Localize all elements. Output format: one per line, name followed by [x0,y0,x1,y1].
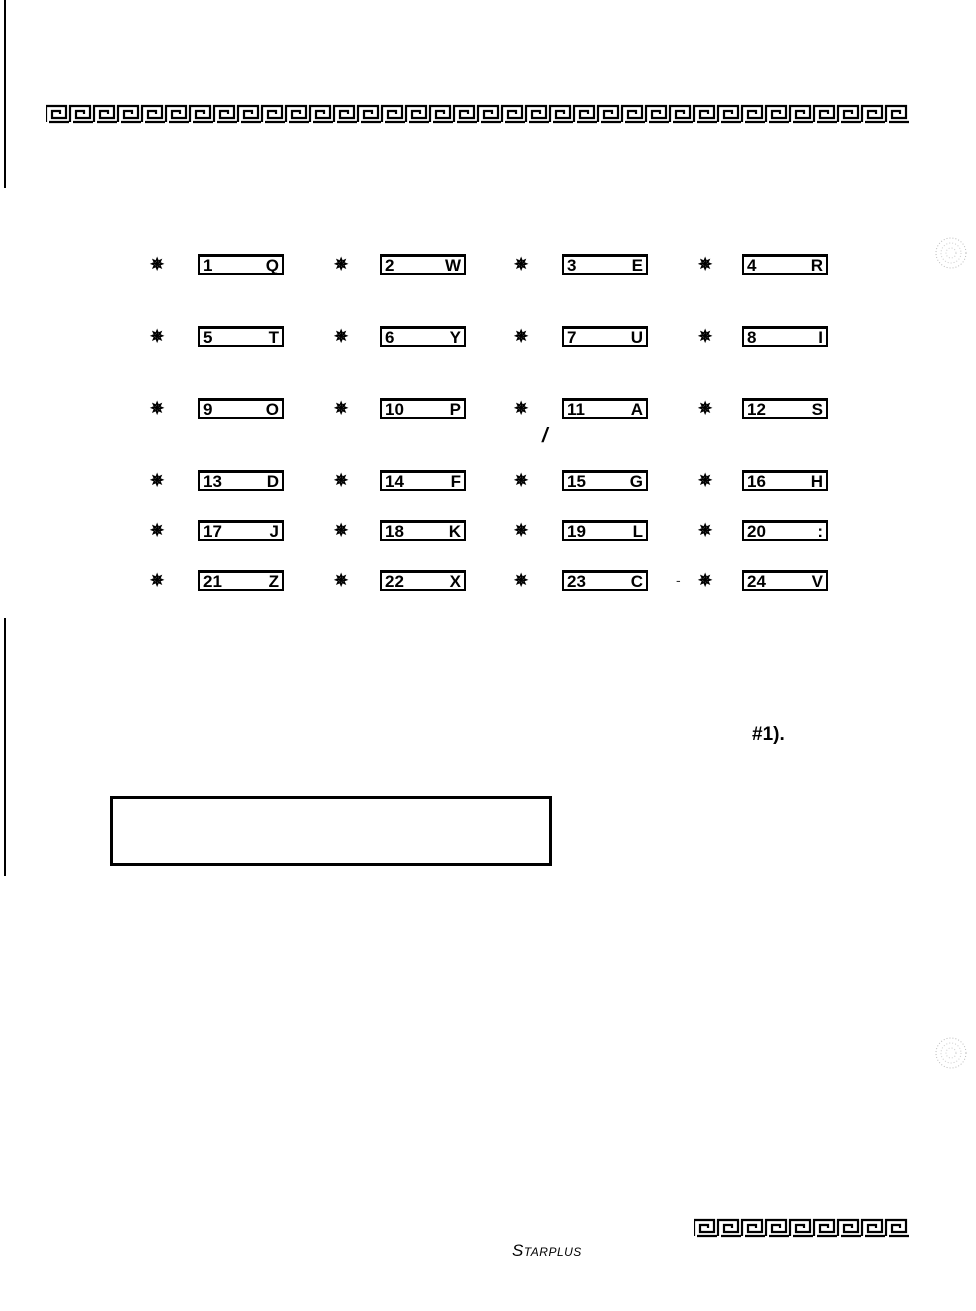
key-3-star-icon: ✵ [514,255,529,274]
key-19 [562,520,648,541]
key-24 [742,570,828,591]
key-number: 1 [203,256,213,275]
key-letter: W [444,256,461,275]
key-8-star-icon: ✵ [698,327,713,346]
key-letter: E [631,256,643,275]
key-17 [198,520,284,541]
key-letter: L [632,522,643,541]
key-number: 9 [203,400,213,419]
key-letter: R [810,256,823,275]
key-10 [380,398,466,419]
key-24-star-icon: ✵ [698,571,713,590]
key-23 [562,570,648,591]
key-22-star-icon: ✵ [334,571,349,590]
key-2-star-icon: ✵ [334,255,349,274]
reference-text: #1). [752,724,785,745]
key-8 [742,326,828,347]
key-20 [742,520,828,541]
key-3 [562,254,648,275]
key-number: 14 [385,472,404,491]
key-13-star-icon: ✵ [150,471,165,490]
key-5-star-icon: ✵ [150,327,165,346]
key-letter: C [630,572,643,591]
key-grid [0,0,976,620]
display-box [110,796,552,866]
key-5 [198,326,284,347]
key-15 [562,470,648,491]
key-letter: K [448,522,461,541]
key-1-star-icon: ✵ [150,255,165,274]
key-4-star-icon: ✵ [698,255,713,274]
key-number: 5 [203,328,213,347]
key-number: 15 [567,472,586,491]
key-4 [742,254,828,275]
key-number: 22 [385,572,404,591]
key-letter: X [449,572,461,591]
key-letter: V [811,572,823,591]
key-9-star-icon: ✵ [150,399,165,418]
key-6 [380,326,466,347]
key-number: 8 [747,328,757,347]
key-23-star-icon: ✵ [514,571,529,590]
key-letter: P [449,400,461,419]
key-9 [198,398,284,419]
key-15-star-icon: ✵ [514,471,529,490]
key-6-star-icon: ✵ [334,327,349,346]
key-13 [198,470,284,491]
key-letter: : [817,522,823,541]
key-letter: D [266,472,279,491]
key-letter: Q [265,256,279,275]
key-number: 21 [203,572,222,591]
key-number: 7 [567,328,577,347]
key-10-star-icon: ✵ [334,399,349,418]
stray-slash-mark: / [542,425,548,447]
key-16 [742,470,828,491]
key-number: 20 [747,522,766,541]
key-number: 24 [747,572,766,591]
key-1 [198,254,284,275]
key-22 [380,570,466,591]
footer-brand-rest: TARPLUS [523,1245,582,1259]
key-number: 18 [385,522,404,541]
key-21-star-icon: ✵ [150,571,165,590]
key-14-star-icon: ✵ [334,471,349,490]
key-number: 3 [567,256,577,275]
key-letter: O [265,400,279,419]
key-letter: A [630,400,643,419]
footer-brand-initial: S [512,1241,524,1260]
key-number: 16 [747,472,766,491]
key-18-star-icon: ✵ [334,521,349,540]
key-number: 2 [385,256,395,275]
key-letter: Z [268,572,279,591]
key-11 [562,398,648,419]
key-number: 12 [747,400,766,419]
key-7-star-icon: ✵ [514,327,529,346]
key-letter: H [810,472,823,491]
key-letter: J [269,522,279,541]
key-17-star-icon: ✵ [150,521,165,540]
key-number: 6 [385,328,395,347]
key-18 [380,520,466,541]
key-16-star-icon: ✵ [698,471,713,490]
key-number: 10 [385,400,404,419]
left-margin-line-bottom [4,618,6,876]
key-20-star-icon: ✵ [698,521,713,540]
key-number: 4 [747,256,757,275]
stray-dash-mark: - [676,572,681,588]
key-7 [562,326,648,347]
greek-key-border-bottom [694,1218,912,1238]
key-11-star-icon: ✵ [514,399,529,418]
key-letter: F [450,472,461,491]
key-letter: T [268,328,279,347]
key-letter: U [630,328,643,347]
key-number: 23 [567,572,586,591]
key-12 [742,398,828,419]
key-14 [380,470,466,491]
key-number: 19 [567,522,586,541]
key-number: 13 [203,472,222,491]
key-number: 17 [203,522,222,541]
scan-smudge-bottom [934,1036,968,1070]
key-number: 11 [567,400,585,419]
key-letter: G [629,472,643,491]
key-12-star-icon: ✵ [698,399,713,418]
key-21 [198,570,284,591]
footer-brand [512,1241,582,1261]
scan-smudge-top [934,236,968,270]
key-2 [380,254,466,275]
key-letter: I [818,328,823,347]
key-letter: Y [449,328,461,347]
key-letter: S [811,400,823,419]
key-19-star-icon: ✵ [514,521,529,540]
